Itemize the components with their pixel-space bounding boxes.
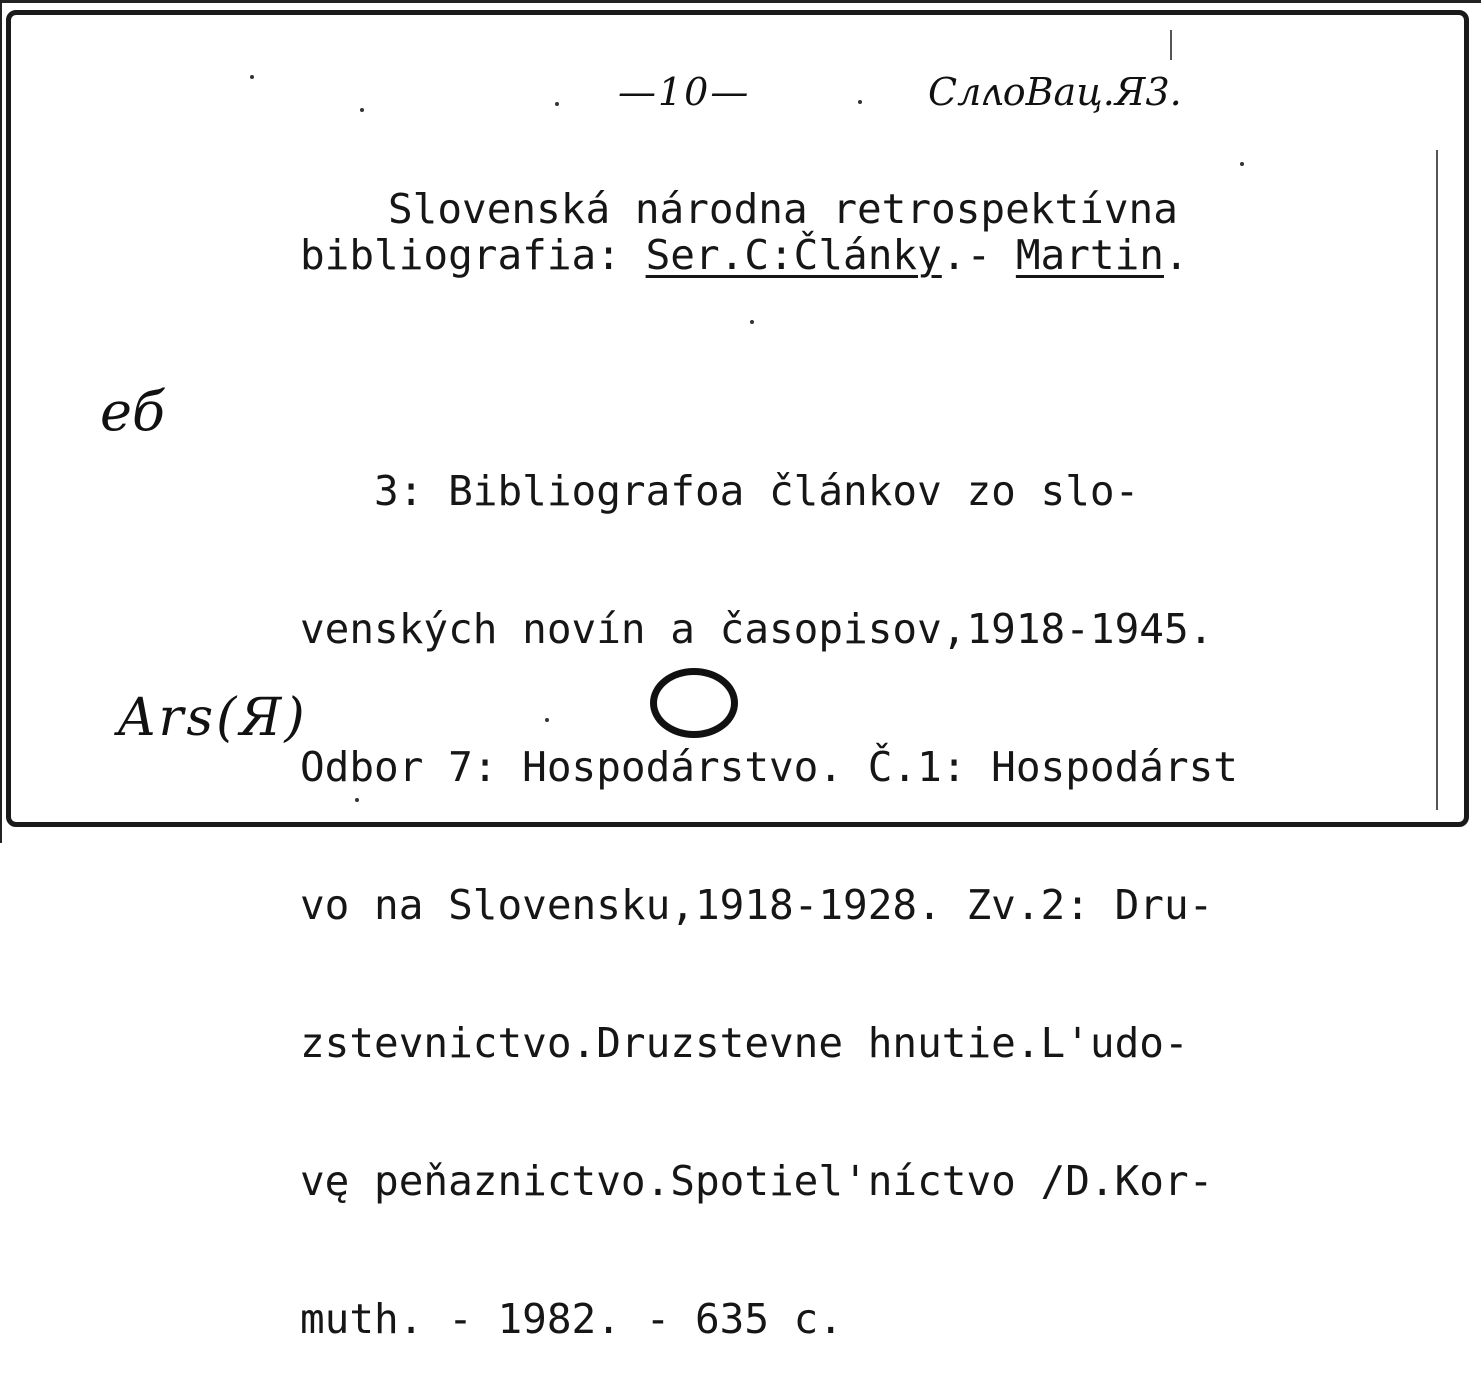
handwritten-note-top: еб [100, 380, 165, 443]
publication-place: Martin [1015, 231, 1164, 279]
title-line-2 [300, 232, 1189, 278]
shelf-mark: СлʌоВац.Я3. [928, 70, 1182, 114]
description-line: vę peňaznictvo.Spotiel'níctvo /D.Kor- [300, 1157, 1214, 1205]
series-name: Ser.C:Články [645, 231, 942, 279]
scan-speck [545, 718, 549, 722]
scan-speck [750, 320, 754, 324]
title-prefix: bibliografia: [300, 231, 646, 279]
description-line: Odbor 7: Hospodárstvo. Č.1: Hospodárst [300, 743, 1238, 791]
scan-speck [858, 100, 862, 104]
description-line: 3: Bibliografoa článkov zo slo- [300, 467, 1140, 515]
description-line: zstevnictvo.Druzstevne hnutie.L'udo- [300, 1019, 1189, 1067]
handwritten-note-bottom: Ars(Я) [118, 688, 308, 748]
punch-hole [650, 668, 738, 738]
title-end: . [1163, 231, 1189, 279]
description-line: venských novín a časopisov,1918-1945. [300, 605, 1214, 653]
scan-speck [555, 102, 559, 106]
title-line-1: Slovenská národna retrospektívna [388, 185, 1178, 233]
scan-speck [355, 798, 359, 802]
description-block [300, 376, 1238, 1388]
scan-speck [250, 75, 254, 79]
description-line: muth. - 1982. - 635 c. [300, 1295, 844, 1343]
title-separator: .- [941, 231, 1016, 279]
scan-line [1170, 30, 1172, 60]
description-line: vo na Slovensku,1918-1928. Zv.2: Dru- [300, 881, 1214, 929]
page-number: —10— [618, 70, 751, 114]
scan-speck [360, 108, 364, 112]
scan-line [1436, 150, 1438, 810]
scan-speck [1240, 162, 1244, 166]
